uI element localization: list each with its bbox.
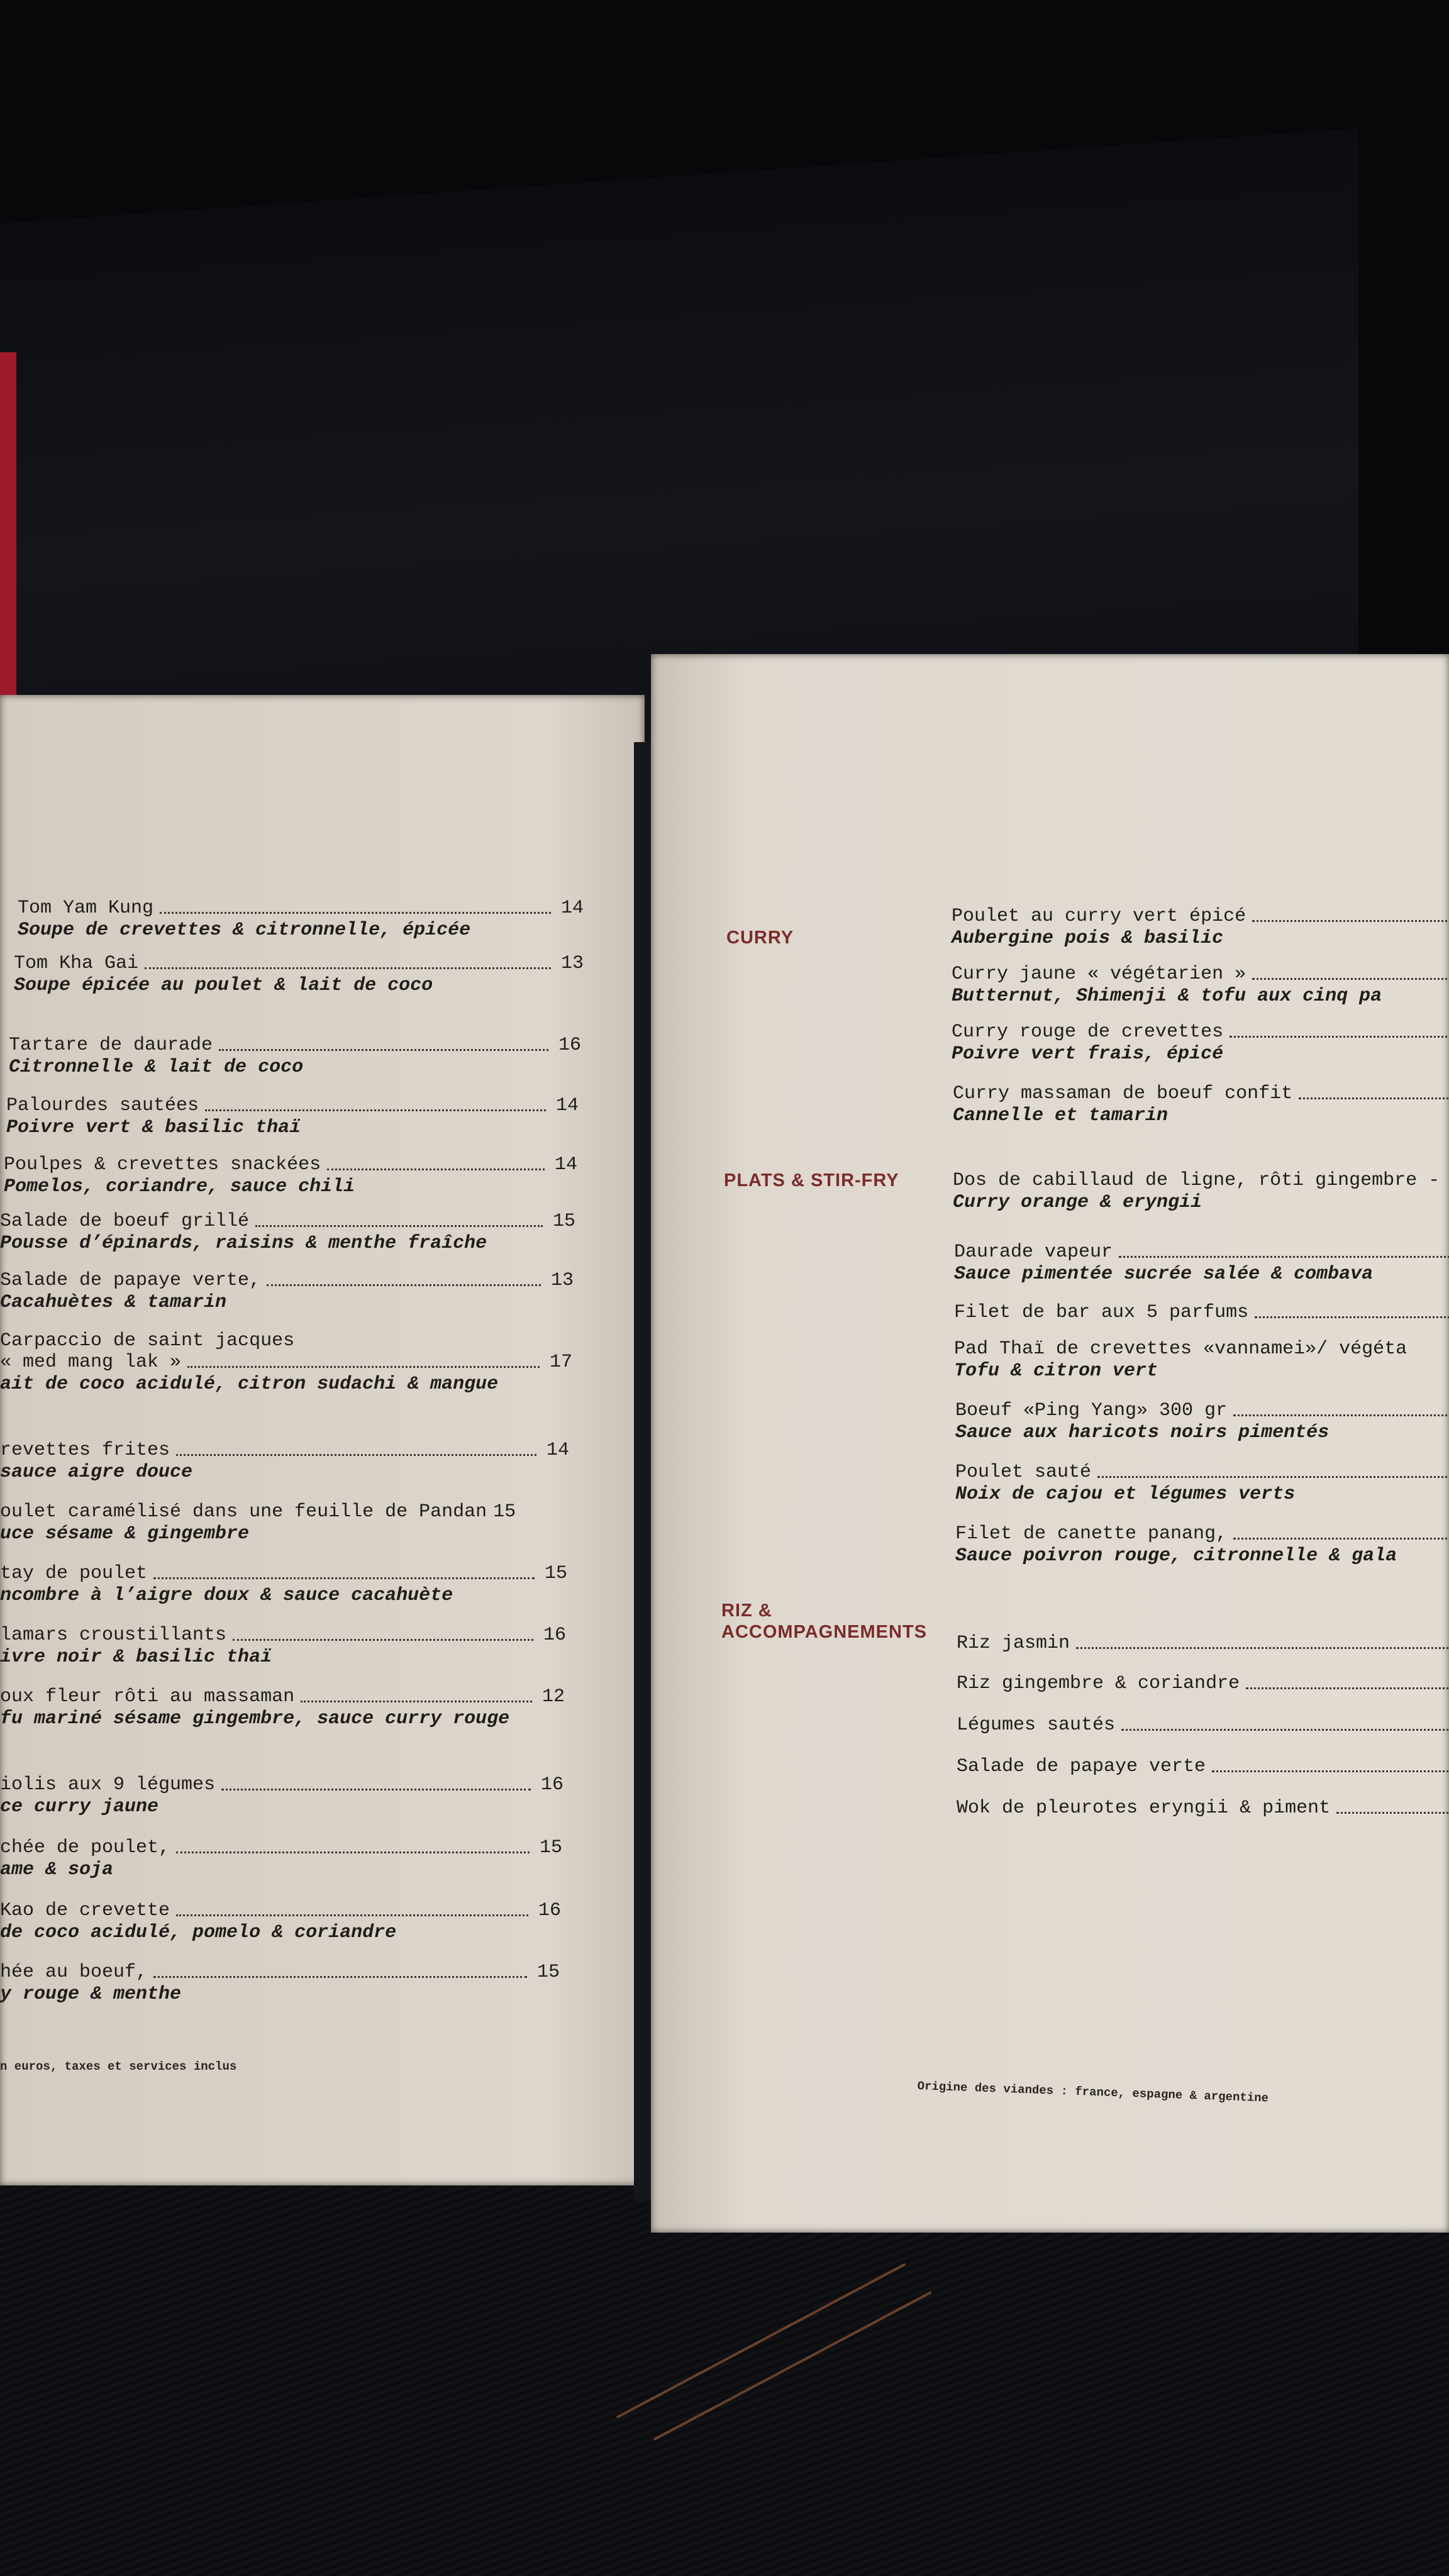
menu-item: Daurade vapeur Sauce pimentée sucrée salée & combava bbox=[954, 1241, 1449, 1285]
menu-item: Curry massaman de boeuf confit Cannelle et tamarin bbox=[953, 1083, 1449, 1127]
menu-item: oux fleur rôti au massaman 12 fu mariné sésame gingembre, sauce curry rouge bbox=[0, 1686, 565, 1729]
menu-item: tay de poulet 15 ncombre à l’aigre doux & sauce cacahuète bbox=[0, 1563, 567, 1606]
menu-item: Kao de crevette 16 de coco acidulé, pomelo & coriandre bbox=[0, 1900, 561, 1943]
menu-item: Carpaccio de saint jacques « med mang lak » 17 ait de coco acidulé, citron sudachi & mangue bbox=[0, 1330, 572, 1395]
section-title-plats: PLATS & STIR-FRY bbox=[724, 1170, 899, 1191]
menu-item: Poulet sauté Noix de cajou et légumes verts bbox=[955, 1462, 1449, 1506]
menu-item: iolis aux 9 légumes 16 ce curry jaune bbox=[0, 1774, 564, 1818]
menu-item: hée au boeuf, 15 y rouge & menthe bbox=[0, 1962, 560, 2005]
menu-item: chée de poulet, 15 ame & soja bbox=[0, 1837, 562, 1880]
menu-item: Curry rouge de crevettes Poivre vert frais, épicé bbox=[952, 1021, 1449, 1065]
menu-item: Légumes sautés bbox=[957, 1714, 1449, 1736]
menu-item: Tom Yam Kung 14 Soupe de crevettes & citronnelle, épicée bbox=[18, 897, 584, 941]
left-page-footer: n euros, taxes et services inclus bbox=[0, 2060, 237, 2074]
menu-item: Pad Thaï de crevettes «vannamei»/ végéta Tofu & citron vert bbox=[954, 1338, 1407, 1382]
menu-item: Salade de papaye verte, 13 Cacahuètes & tamarin bbox=[0, 1270, 574, 1313]
menu-item: Dos de cabillaud de ligne, rôti gingembre - Curry orange & eryngii bbox=[953, 1170, 1440, 1213]
menu-item: Palourdes sautées 14 Poivre vert & basilic thaï bbox=[6, 1095, 579, 1138]
menu-item: Wok de pleurotes eryngii & piment bbox=[957, 1797, 1449, 1819]
red-cover-edge bbox=[0, 352, 16, 704]
menu-item: Riz gingembre & coriandre bbox=[957, 1673, 1449, 1694]
menu-left-page bbox=[0, 695, 645, 2185]
menu-item: Tom Kha Gai 13 Soupe épicée au poulet & lait de coco bbox=[14, 953, 584, 996]
denim-stitch bbox=[653, 2291, 931, 2441]
menu-item: oulet caramélisé dans une feuille de Pandan 15 uce sésame & gingembre bbox=[0, 1501, 516, 1545]
menu-item: Boeuf «Ping Yang» 300 gr Sauce aux haricots noirs pimentés bbox=[955, 1400, 1449, 1444]
denim-background bbox=[0, 2176, 1449, 2576]
section-title-riz: RIZ & ACCOMPAGNEMENTS bbox=[721, 1601, 928, 1642]
menu-right-page bbox=[651, 654, 1449, 2233]
menu-item: Salade de boeuf grillé 15 Pousse d’épinards, raisins & menthe fraîche bbox=[0, 1211, 575, 1254]
menu-item: Salade de papaye verte bbox=[957, 1756, 1449, 1777]
menu-item: lamars croustillants 16 ivre noir & basilic thaï bbox=[0, 1624, 566, 1668]
menu-item: Poulet au curry vert épicé Aubergine pois & basilic bbox=[952, 906, 1449, 950]
menu-item: Filet de bar aux 5 parfums bbox=[954, 1302, 1449, 1323]
denim-stitch bbox=[616, 2263, 906, 2419]
right-page-footer: Origine des viandes : france, espagne & argentine bbox=[917, 2079, 1269, 2106]
menu-item: Poulpes & crevettes snackées 14 Pomelos, coriandre, sauce chili bbox=[4, 1154, 577, 1197]
menu-item: Curry jaune « végétarien » Butternut, Shimenji & tofu aux cinq pa bbox=[952, 963, 1449, 1008]
menu-item: Riz jasmin bbox=[957, 1633, 1449, 1654]
menu-item: revettes frites 14 sauce aigre douce bbox=[0, 1440, 569, 1483]
menu-item: Tartare de daurade 16 Citronnelle & lait de coco bbox=[9, 1035, 581, 1078]
menu-item: Filet de canette panang, Sauce poivron rouge, citronnelle & gala bbox=[955, 1523, 1449, 1567]
section-title-curry: CURRY bbox=[726, 928, 794, 948]
